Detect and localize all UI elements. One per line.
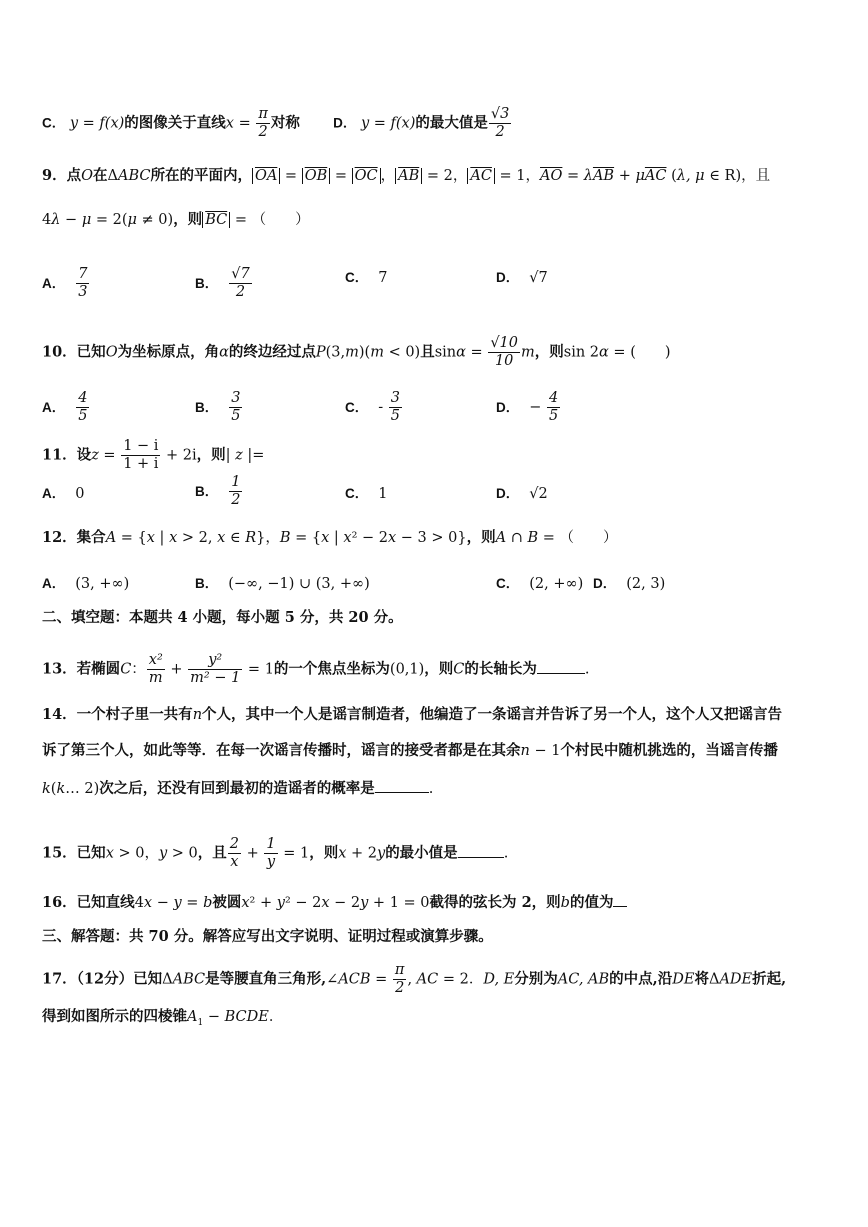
q14-line2a: 诉了第三个人，如此等等．在每一次谣言传播时，谣言的接受者都是在其余 (42, 742, 521, 759)
q14-line2b: 个村民中随机挑选的，当谣言传播 (560, 742, 778, 759)
q17-text-d: 的中点,沿 (609, 970, 673, 988)
q9-line2: 4λ − μ = 2(μ ≠ 0)，则 $\overline{BC}$ = （ ） (42, 211, 310, 228)
q17-line2: 得到如图所示的四棱锥$A_1$ − BCDE． (42, 1008, 284, 1028)
q11-opt-c-label: C． (345, 486, 369, 501)
q12-option-d[interactable]: D． (2, 3) (593, 576, 666, 592)
q15-line: 15．已知x > 0，y > 0，且 $\frac{2}{x}$ + $\frac{1}{y}$ = 1，则x + 2y的最小值是 . (42, 836, 509, 870)
q9-opt-b-label: B． (195, 275, 219, 291)
q14-line3: 次之后，还没有回到最初的造谣者的概率是 (99, 780, 375, 797)
q9-line1: 9．点O在ΔABC所在的平面内， $\overline{OA} = \overline{OB} = \overline{OC}$ ， $\overline{AB} = 2$， $\overline{AC} = 1$，$\overline{AO} = \lambda\overline{AB} + \mu\overline{AC}$ (λ, μ ∈ R)，且 (42, 167, 771, 184)
q12-opt-c-label: C． (496, 576, 520, 591)
q17-line2-text: 得到如图所示的四棱锥 (42, 1008, 187, 1025)
q11-text-b: ，则 (196, 446, 226, 464)
q11-option-c[interactable] (345, 484, 387, 504)
q9-option-d[interactable]: D． √7 (496, 270, 548, 286)
q17-text-a: 17．（12分）已知 (42, 970, 163, 988)
q10-text-c: 的终边经过点 (228, 343, 316, 361)
q10-opt-d-label: D． (496, 399, 520, 415)
q15-text-b: ，且 (197, 844, 227, 862)
q10-opt-b-label: B． (195, 399, 219, 415)
q16-text-a: 16．已知直线 (42, 894, 135, 911)
q12-opt-a-label: A． (42, 576, 66, 591)
q16-text-b: 被圆 (212, 894, 242, 911)
q9-option-b[interactable]: B． $\frac{√7}{2}$ (195, 266, 250, 300)
q9-opt-c-value: 7 (378, 270, 388, 286)
q12-opt-b-label: B． (195, 576, 219, 591)
q10-line: 10．已知O为坐标原点，角α的终边经过点P(3,m)(m < 0)且sinα = $\frac{√10}{10}$ m，则sin 2α = ( ) (42, 335, 671, 369)
q16-line: 16．已知直线4x − y = b被圆x² + y² − 2x − 2y + 1 = 0截得的弦长为 2，则b的值为 (42, 893, 627, 913)
q10-option-c[interactable]: C． - $\frac{3}{5}$ (345, 390, 400, 424)
q10-option-a[interactable]: A． $\frac{4}{5}$ (42, 390, 88, 424)
q11-opt-d-label: D． (496, 486, 520, 501)
q13-text-c: ，则 (424, 660, 454, 678)
q10-opt-a-label: A． (42, 399, 66, 415)
q14-line1a: 14．一个村子里一共有 (42, 706, 193, 723)
q11-opt-a-label: A． (42, 486, 66, 501)
q12-option-b[interactable]: B． (−∞, −1) ∪ (3, +∞) (195, 576, 370, 592)
q14-line3: k(k… 2)次之后，还没有回到最初的造谣者的概率是 . (42, 780, 434, 797)
q11-opt-a-value: 0 (75, 486, 85, 502)
q17-text-c: 分别为 (514, 970, 558, 988)
q15-text-c: ，则 (309, 844, 339, 862)
q8-optC-label: C． (42, 115, 66, 131)
q13-text-a: 13．若椭圆 (42, 660, 121, 678)
section-2-heading: 二、填空题：本题共 4 小题，每小题 5 分，共 20 分。 (42, 609, 403, 626)
q12-paren: （ ） (559, 530, 618, 546)
q15-text-d: 的最小值是 (385, 844, 458, 862)
q8-options: C． y = f(x)的图像关于直线x = $\frac{\pi}{2}$ 对称 D． y = f(x)的最大值是 $\frac{√3}{2}$ (42, 106, 510, 140)
q10-opt-c-label: C． (345, 399, 369, 415)
q9-option-a[interactable]: A． $\frac{7}{3}$ (42, 266, 88, 300)
section-3-heading: 三、解答题：共 70 分。解答应写出文字说明、证明过程或演算步骤。 (42, 928, 493, 945)
q17-text-f: 折起, (752, 970, 787, 988)
q11-opt-b-label: B． (195, 483, 219, 499)
q9-opt-a-label: A． (42, 275, 66, 291)
q10-option-d[interactable]: D． − $\frac{4}{5}$ (496, 390, 559, 424)
q12-option-a[interactable]: A． (3, +∞) (42, 576, 130, 592)
q10-text-a: 10．已知 (42, 343, 106, 361)
q17-text-b: 是等腰直角三角形, (205, 970, 327, 988)
q8-optD-text: 的最大值是 (415, 114, 488, 132)
q11-option-b[interactable]: B． $\frac{1}{2}$ (195, 474, 241, 508)
q13-answer-blank[interactable] (537, 673, 585, 674)
q13-text-d: 的长轴长为 (464, 660, 537, 678)
q9-opt-d-label: D． (496, 270, 520, 285)
q16-answer-blank[interactable] (613, 906, 627, 907)
q8-optC-tail: 对称 (270, 114, 300, 132)
q9-option-c[interactable] (345, 268, 387, 288)
q9-text-b: 在 (92, 167, 108, 184)
q12-opt-d-label: D． (593, 576, 617, 591)
q12-text-a: 12．集合 (42, 529, 106, 546)
q11-option-a[interactable] (42, 484, 84, 504)
q8-optC-text: 的图像关于直线 (124, 114, 226, 132)
q8-optD-label: D． (333, 115, 357, 131)
q11-line: 11．设z = $\frac{1 - i}{1 + i}$ + 2i，则| z |= (42, 438, 265, 472)
q11-opt-c-value: 1 (378, 486, 388, 502)
q11-text-a: 11．设 (42, 446, 92, 464)
q12-option-c[interactable]: C． (2, +∞) (496, 576, 584, 592)
q17-text-e: 将 (694, 970, 709, 988)
q9-opt-c-label: C． (345, 270, 369, 285)
q14-line1: 14．一个村子里一共有n个人，其中一个人是谣言制造者，他编造了一条谣言并告诉了另一个人，这个人又把谣言告 (42, 706, 783, 723)
q9-text-c: 所在的平面内， (150, 167, 252, 184)
q12-text-b: ，则 (466, 529, 496, 546)
q14-line1b: 个人，其中一个人是谣言制造者，他编造了一条谣言并告诉了另一个人，这个人又把谣言告 (202, 706, 783, 723)
q9-text-a: 9．点 (42, 167, 82, 184)
q10-text-e: ，则 (534, 343, 564, 361)
q14-answer-blank[interactable] (375, 792, 429, 793)
q14-line2: 诉了第三个人，如此等等．在每一次谣言传播时，谣言的接受者都是在其余n − 1个村民中随机挑选的，当谣言传播 (42, 742, 778, 759)
q12-line: 12．集合A = {x | x > 2, x ∈ R}，B = {x | x² − 2x − 3 > 0}，则A ∩ B = （ ） (42, 529, 618, 546)
q9-text-d: ，则 (173, 211, 203, 228)
q13-text-b: 的一个焦点坐标为 (273, 660, 390, 678)
q11-option-d[interactable]: D． √2 (496, 486, 548, 502)
q16-text-d: 的值为 (569, 894, 614, 911)
q10-text-d: 且 (420, 343, 435, 361)
q13-line: 13．若椭圆C： $\frac{\text{x²}}{m}$ + $\frac{\text{y²}}{\text{m² − 1}}$ = 1的一个焦点坐标为(0,1)，则C的长轴长为 . (42, 652, 590, 686)
q10-text-b: 为坐标原点，角 (117, 343, 220, 361)
q10-option-b[interactable]: B． $\frac{3}{5}$ (195, 390, 241, 424)
q15-text-a: 15．已知 (42, 844, 106, 862)
q10-paren: ( ) (630, 344, 671, 361)
q15-answer-blank[interactable] (458, 857, 504, 858)
q17-line1: 17．（12分）已知ΔABC是等腰直角三角形,∠ACB = $\frac{\pi}{2}$ , AC = 2．D, E分别为AC, AB的中点,沿DE将ΔADE折起, (42, 962, 787, 996)
q16-text-c: 截得的弦长为 2，则 (429, 894, 561, 911)
